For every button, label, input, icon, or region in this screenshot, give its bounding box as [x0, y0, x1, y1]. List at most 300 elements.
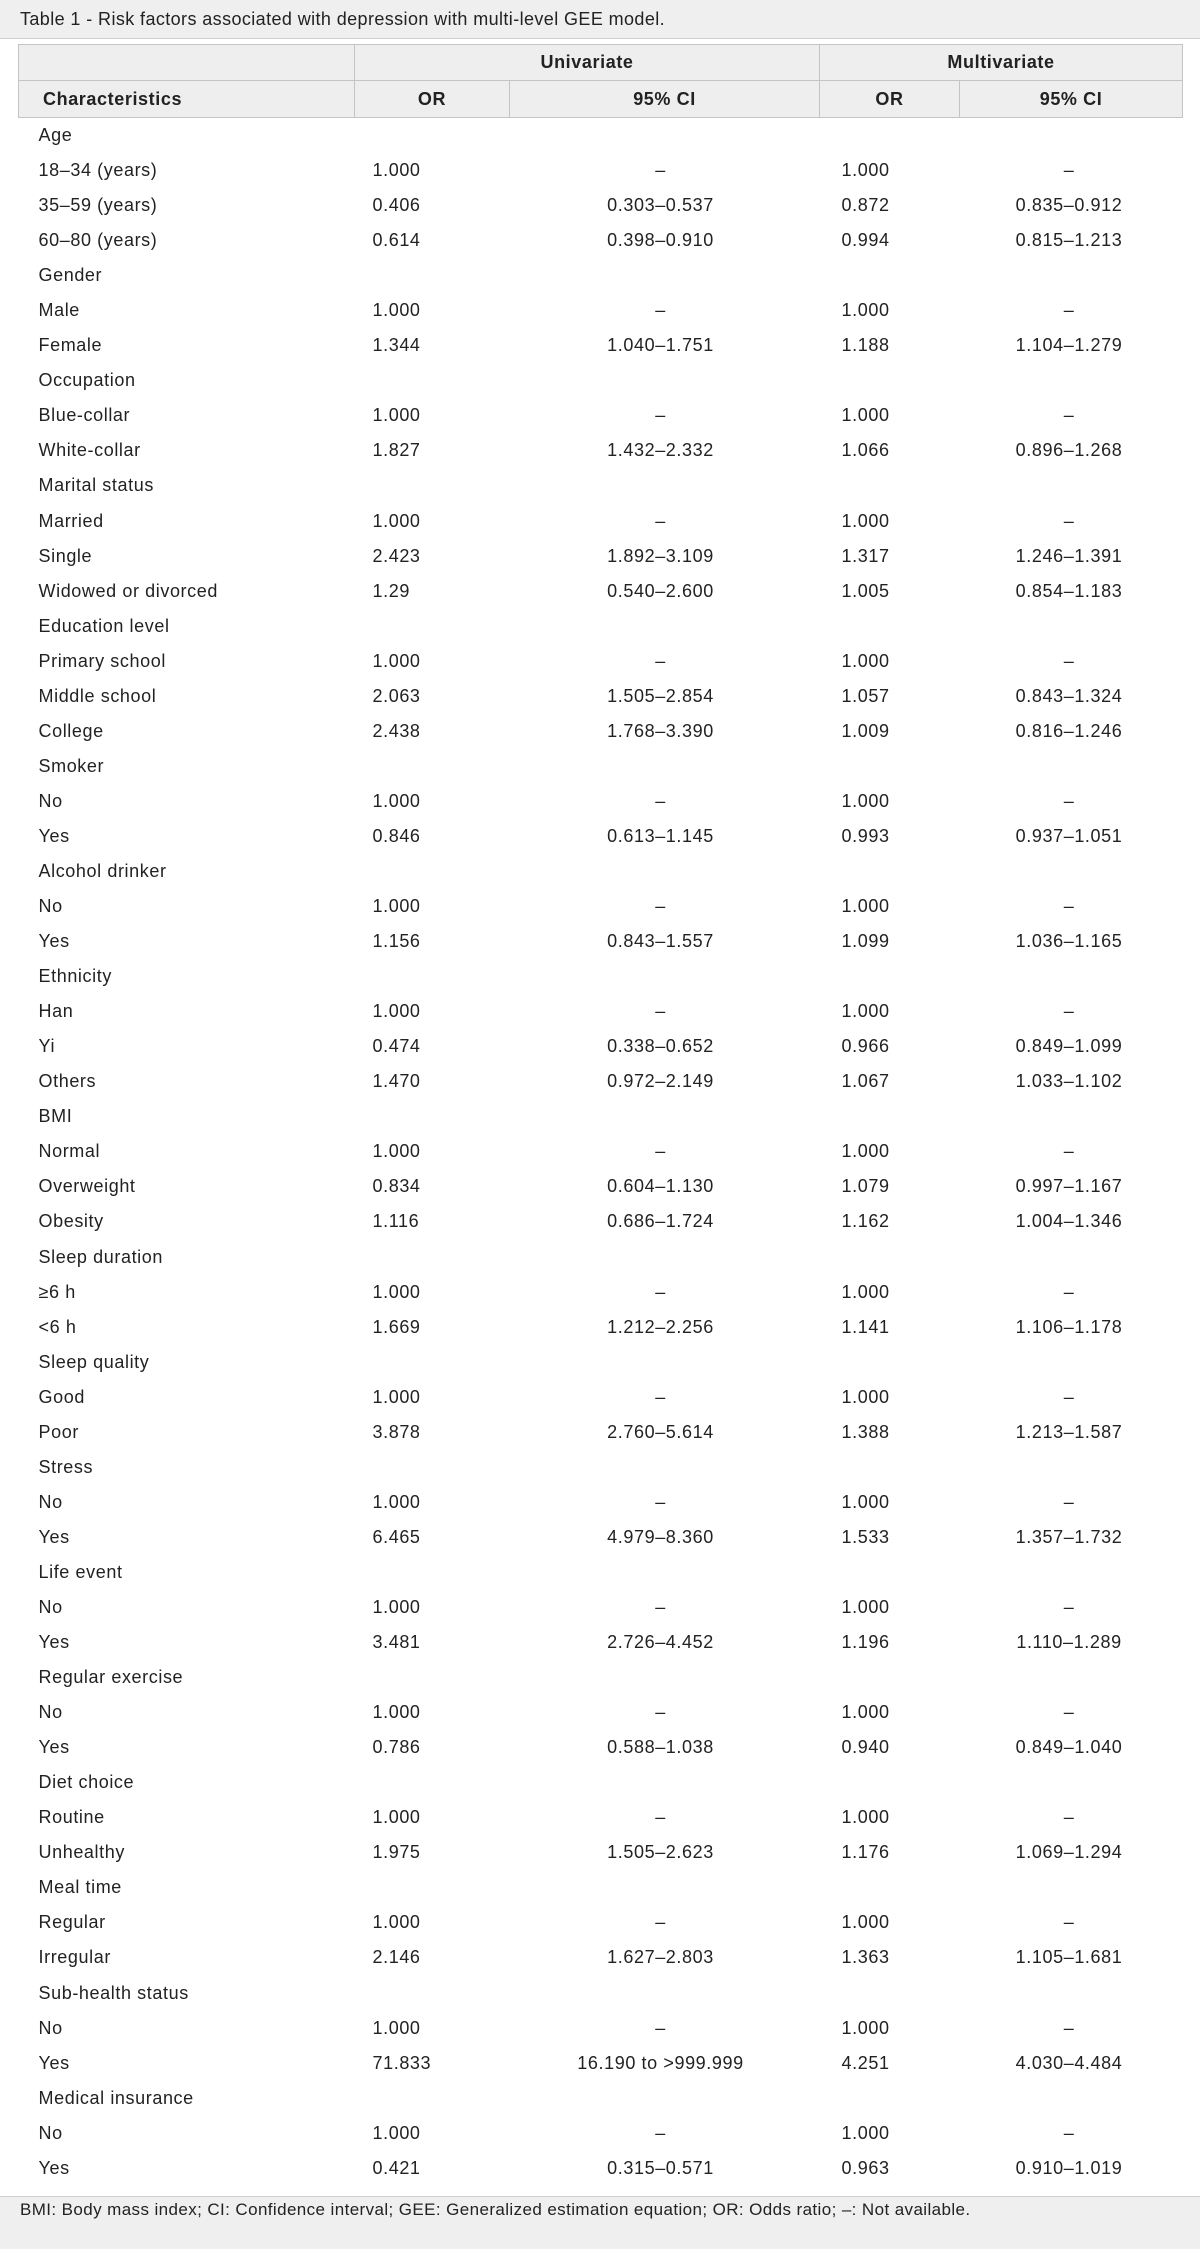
table-group-row: [19, 468, 1183, 503]
or-univariate-cell: 0.614: [372, 230, 421, 251]
table-row: [19, 504, 1183, 539]
row-label: Regular: [38, 1912, 106, 1933]
or-univariate-cell: 1.000: [372, 1596, 421, 1617]
ci-multivariate-cell: –: [1063, 1281, 1075, 1302]
ci-multivariate-cell: 1.106–1.178: [1015, 1316, 1123, 1337]
ci-multivariate-cell: 1.105–1.681: [1015, 1947, 1123, 1968]
ci-univariate-cell: –: [655, 1141, 666, 1162]
or-univariate-cell: 0.474: [372, 1036, 421, 1057]
ci-multivariate-cell: 4.030–4.484: [1015, 2052, 1123, 2073]
row-label: Unhealthy: [38, 1842, 125, 1863]
or-multivariate-cell: 1.188: [841, 335, 890, 356]
or-univariate-cell: 1.000: [372, 2122, 421, 2143]
ci-multivariate-cell: 1.246–1.391: [1015, 545, 1123, 566]
or-univariate-cell: 1.156: [372, 931, 421, 952]
ci-multivariate-cell: 0.849–1.099: [1015, 1036, 1123, 1057]
ci-univariate-cell: 0.398–0.910: [607, 230, 714, 251]
group-label: Meal time: [38, 1877, 122, 1898]
ci-multivariate-cell: 0.854–1.183: [1015, 580, 1123, 601]
table-group-row: [19, 1660, 1183, 1695]
or-multivariate-cell: 1.000: [841, 790, 890, 811]
or-univariate-cell: 1.000: [372, 1141, 421, 1162]
group-label: Sleep duration: [38, 1246, 163, 1267]
row-label: No: [38, 2017, 63, 2038]
ci-multivariate-cell: 0.896–1.268: [1015, 440, 1123, 461]
ci-multivariate-cell: 1.213–1.587: [1015, 1421, 1123, 1442]
group-label: Alcohol drinker: [38, 861, 167, 881]
or-univariate-cell: 1.669: [372, 1316, 421, 1337]
ci-univariate-cell: –: [655, 2122, 666, 2143]
ci-univariate-cell: 1.768–3.390: [607, 720, 714, 741]
ci-multivariate-cell: 1.069–1.294: [1015, 1842, 1123, 1863]
or-univariate-cell: 1.000: [372, 510, 421, 531]
or-univariate-cell: 1.827: [372, 440, 421, 461]
or-univariate-cell: 2.423: [372, 545, 421, 566]
ci-multivariate-cell: 0.849–1.040: [1015, 1737, 1123, 1758]
row-label: Routine: [38, 1807, 105, 1828]
row-label: 35–59 (years): [38, 195, 158, 216]
table-row: [19, 1800, 1183, 1835]
header-characteristics: Characteristics: [19, 81, 355, 118]
table-row: [19, 1520, 1183, 1555]
or-multivariate-cell: 1.317: [841, 545, 890, 566]
ci-univariate-cell: 1.040–1.751: [607, 335, 714, 356]
or-multivariate-cell: 1.196: [841, 1632, 890, 1653]
or-univariate-cell: 3.481: [372, 1632, 421, 1653]
row-label: Yi: [38, 1036, 56, 1057]
or-univariate-cell: 2.438: [372, 720, 421, 741]
or-univariate-cell: 6.465: [372, 1526, 421, 1547]
or-multivariate-cell: 1.067: [841, 1071, 890, 1092]
or-multivariate-cell: 1.000: [841, 2017, 890, 2038]
ci-multivariate-cell: 0.835–0.912: [1015, 195, 1123, 216]
table-container: [18, 44, 1182, 2186]
ci-univariate-cell: 16.190 to >999.999: [577, 2052, 744, 2073]
or-multivariate-cell: 1.000: [841, 1386, 890, 1407]
ci-multivariate-cell: –: [1063, 896, 1075, 917]
or-multivariate-cell: 1.005: [841, 580, 890, 601]
group-label: Smoker: [38, 755, 105, 776]
row-label: Poor: [38, 1421, 79, 1442]
row-label: Others: [38, 1071, 97, 1092]
or-multivariate-cell: 1.079: [841, 1176, 890, 1197]
group-label: Medical insurance: [38, 2087, 194, 2108]
ci-univariate-cell: 0.843–1.557: [607, 931, 714, 952]
row-label: Yes: [38, 825, 70, 846]
table-row: [19, 924, 1183, 959]
header-or-multivariate: OR: [820, 81, 960, 118]
row-label: College: [38, 720, 104, 741]
row-label: Male: [38, 300, 80, 321]
ci-univariate-cell: –: [655, 300, 666, 321]
ci-univariate-cell: 1.432–2.332: [607, 440, 714, 461]
or-univariate-cell: 1.000: [372, 650, 421, 671]
group-label: Gender: [38, 265, 103, 286]
row-label: Yes: [38, 1632, 70, 1653]
ci-multivariate-cell: 1.357–1.732: [1015, 1526, 1123, 1547]
or-univariate-cell: 1.000: [372, 1281, 421, 1302]
table-row: [19, 1275, 1183, 1310]
group-label: Diet choice: [38, 1772, 135, 1793]
or-univariate-cell: 1.000: [372, 1001, 421, 1022]
or-univariate-cell: 0.406: [372, 195, 421, 216]
table-row: [19, 1169, 1183, 1204]
ci-multivariate-cell: –: [1063, 650, 1075, 671]
row-label: Yes: [38, 2052, 70, 2073]
or-multivariate-cell: 1.000: [841, 1912, 890, 1933]
ci-univariate-cell: 1.505–2.854: [607, 685, 714, 706]
ci-univariate-cell: –: [655, 1001, 666, 1022]
table-group-row: [19, 118, 1183, 154]
ci-univariate-cell: 0.303–0.537: [607, 195, 714, 216]
ci-univariate-cell: –: [655, 1281, 666, 1302]
or-univariate-cell: 1.000: [372, 1807, 421, 1828]
ci-univariate-cell: 0.686–1.724: [607, 1211, 714, 1232]
ci-univariate-cell: 0.604–1.130: [607, 1176, 714, 1197]
row-label: Primary school: [38, 650, 166, 671]
or-multivariate-cell: 1.141: [841, 1316, 890, 1337]
header-or-univariate: OR: [355, 81, 510, 118]
row-label: No: [38, 1596, 63, 1617]
or-multivariate-cell: 1.057: [841, 685, 890, 706]
or-univariate-cell: 1.975: [372, 1842, 421, 1863]
group-label: Age: [38, 125, 73, 146]
or-univariate-cell: 2.063: [372, 685, 421, 706]
or-multivariate-cell: 0.940: [841, 1737, 890, 1758]
table-row: [19, 1064, 1183, 1099]
ci-univariate-cell: 1.505–2.623: [607, 1842, 714, 1863]
ci-multivariate-cell: 1.104–1.279: [1015, 335, 1123, 356]
row-label: Middle school: [38, 685, 157, 706]
ci-univariate-cell: –: [655, 896, 666, 917]
or-univariate-cell: 0.786: [372, 1737, 421, 1758]
ci-univariate-cell: 0.315–0.571: [607, 2157, 714, 2178]
or-multivariate-cell: 1.000: [841, 160, 890, 181]
or-multivariate-cell: 4.251: [841, 2052, 890, 2073]
table-group-row: [19, 1450, 1183, 1485]
group-label: Ethnicity: [38, 966, 112, 987]
table-row: [19, 328, 1183, 363]
group-label: BMI: [38, 1106, 73, 1127]
table-group-row: [19, 609, 1183, 644]
or-multivariate-cell: 1.000: [841, 1491, 890, 1512]
ci-multivariate-cell: 0.816–1.246: [1015, 720, 1123, 741]
row-label: Yes: [38, 1526, 70, 1547]
table-row: [19, 1204, 1183, 1239]
ci-multivariate-cell: –: [1063, 1702, 1075, 1723]
table-row: [19, 2151, 1183, 2186]
table-group-row: [19, 363, 1183, 398]
or-univariate-cell: 0.421: [372, 2157, 421, 2178]
or-multivariate-cell: 1.000: [841, 1702, 890, 1723]
group-label: Education level: [38, 615, 170, 636]
ci-multivariate-cell: –: [1063, 510, 1075, 531]
table-group-row: [19, 1765, 1183, 1800]
ci-univariate-cell: 1.212–2.256: [607, 1316, 714, 1337]
or-univariate-cell: 3.878: [372, 1421, 421, 1442]
or-multivariate-cell: 0.966: [841, 1036, 890, 1057]
or-multivariate-cell: 1.066: [841, 440, 890, 461]
ci-univariate-cell: 4.979–8.360: [607, 1526, 714, 1547]
row-label: Obesity: [38, 1211, 104, 1232]
table-row: [19, 293, 1183, 328]
or-univariate-cell: 1.116: [372, 1211, 420, 1232]
or-univariate-cell: 1.000: [372, 1491, 421, 1512]
row-label: 60–80 (years): [38, 230, 158, 251]
group-label: Regular exercise: [38, 1667, 184, 1688]
or-univariate-cell: 1.000: [372, 405, 421, 426]
row-label: <6 h: [38, 1316, 77, 1337]
ci-multivariate-cell: –: [1063, 405, 1075, 426]
table-group-row: [19, 1240, 1183, 1275]
table-group-row: [19, 1345, 1183, 1380]
risk-factor-table: [18, 44, 1183, 2186]
table-row: [19, 819, 1183, 854]
ci-univariate-cell: 0.613–1.145: [607, 825, 714, 846]
table-row: [19, 784, 1183, 819]
ci-univariate-cell: –: [655, 1912, 666, 1933]
or-univariate-cell: 1.000: [372, 790, 421, 811]
header-univariate: Univariate: [355, 45, 820, 81]
table-row: [19, 889, 1183, 924]
ci-univariate-cell: 0.540–2.600: [607, 580, 714, 601]
table-row: [19, 1029, 1183, 1064]
table-row: [19, 1695, 1183, 1730]
ci-univariate-cell: –: [655, 1807, 666, 1828]
ci-multivariate-cell: –: [1063, 300, 1075, 321]
table-row: [19, 1905, 1183, 1940]
or-univariate-cell: 1.000: [372, 1386, 421, 1407]
table-caption-bar: [0, 0, 1200, 39]
ci-multivariate-cell: –: [1063, 2122, 1075, 2143]
or-multivariate-cell: 0.993: [841, 825, 890, 846]
or-multivariate-cell: 1.000: [841, 1281, 890, 1302]
or-multivariate-cell: 1.000: [841, 2122, 890, 2143]
or-multivariate-cell: 1.000: [841, 1141, 890, 1162]
ci-univariate-cell: –: [655, 1702, 666, 1723]
table-body: [19, 118, 1183, 2186]
table-row: [19, 1134, 1183, 1169]
table-row: [19, 2011, 1183, 2046]
ci-univariate-cell: 0.588–1.038: [607, 1737, 714, 1758]
table-group-row: [19, 1555, 1183, 1590]
table-row: [19, 1730, 1183, 1765]
ci-multivariate-cell: –: [1063, 1386, 1075, 1407]
row-label: Irregular: [38, 1947, 111, 1968]
row-label: Female: [38, 335, 103, 356]
or-univariate-cell: 1.000: [372, 160, 421, 181]
table-group-row: [19, 1099, 1183, 1134]
table-group-row: [19, 1870, 1183, 1905]
ci-multivariate-cell: –: [1063, 160, 1075, 181]
table-row: [19, 1415, 1183, 1450]
row-label: Good: [38, 1386, 85, 1407]
ci-multivariate-cell: 1.110–1.289: [1016, 1632, 1122, 1653]
or-univariate-cell: 1.29: [372, 580, 410, 601]
row-label: ≥6 h: [38, 1281, 76, 1302]
row-label: 18–34 (years): [38, 160, 158, 181]
or-multivariate-cell: 0.994: [841, 230, 890, 251]
row-label: Yes: [38, 2157, 70, 2178]
table-row: [19, 679, 1183, 714]
table-row: [19, 539, 1183, 574]
table-row: [19, 223, 1183, 258]
table-footnote: BMI: Body mass index; CI: Confidence interval; GEE: Generalized estimation equation; OR: Odds ratio; –: Not available.: [20, 2200, 971, 2219]
or-multivariate-cell: 0.872: [841, 195, 890, 216]
table-row: [19, 1310, 1183, 1345]
header-multivariate: Multivariate: [820, 45, 1183, 81]
or-univariate-cell: 0.846: [372, 825, 421, 846]
table-group-row: [19, 749, 1183, 784]
or-multivariate-cell: 1.162: [841, 1211, 890, 1232]
ci-multivariate-cell: 0.910–1.019: [1015, 2157, 1123, 2178]
ci-multivariate-cell: 0.815–1.213: [1015, 230, 1123, 251]
or-univariate-cell: 1.000: [372, 896, 421, 917]
row-label: Han: [38, 1001, 74, 1022]
or-multivariate-cell: 1.000: [841, 1596, 890, 1617]
ci-univariate-cell: –: [655, 1386, 666, 1407]
ci-univariate-cell: –: [655, 2017, 666, 2038]
or-multivariate-cell: 1.533: [841, 1526, 890, 1547]
header-blank-cell: [19, 45, 355, 81]
table-row: [19, 1625, 1183, 1660]
or-multivariate-cell: 1.000: [841, 1807, 890, 1828]
or-multivariate-cell: 1.000: [841, 650, 890, 671]
ci-multivariate-cell: –: [1063, 790, 1075, 811]
row-label: White-collar: [38, 440, 141, 461]
row-label: Widowed or divorced: [38, 580, 218, 601]
row-label: Single: [38, 545, 93, 566]
ci-multivariate-cell: 0.843–1.324: [1015, 685, 1123, 706]
or-univariate-cell: 1.470: [372, 1071, 421, 1092]
row-label: Overweight: [38, 1176, 136, 1197]
ci-univariate-cell: –: [655, 510, 666, 531]
table-row: [19, 994, 1183, 1029]
ci-multivariate-cell: 1.036–1.165: [1015, 931, 1123, 952]
row-label: Married: [38, 510, 104, 531]
ci-multivariate-cell: –: [1063, 1001, 1075, 1022]
or-univariate-cell: 1.000: [372, 300, 421, 321]
ci-multivariate-cell: –: [1063, 1807, 1075, 1828]
row-label: Yes: [38, 1737, 70, 1758]
ci-univariate-cell: 2.726–4.452: [607, 1632, 714, 1653]
header-ci-multivariate: 95% CI: [960, 81, 1183, 118]
table-row: [19, 153, 1183, 188]
table-group-row: [19, 959, 1183, 994]
or-multivariate-cell: 1.000: [841, 300, 890, 321]
or-multivariate-cell: 0.963: [841, 2157, 890, 2178]
group-label: Sub-health status: [38, 1982, 189, 2003]
table-group-row: [19, 258, 1183, 293]
ci-multivariate-cell: 1.033–1.102: [1015, 1071, 1123, 1092]
table-row: [19, 398, 1183, 433]
or-multivariate-cell: 1.176: [841, 1842, 890, 1863]
table-group-row: [19, 1975, 1183, 2010]
ci-univariate-cell: 1.892–3.109: [607, 545, 714, 566]
ci-univariate-cell: –: [655, 790, 666, 811]
table-row: [19, 1940, 1183, 1975]
or-multivariate-cell: 1.363: [841, 1947, 890, 1968]
group-label: Sleep quality: [38, 1351, 150, 1372]
ci-multivariate-cell: –: [1063, 1596, 1075, 1617]
ci-univariate-cell: 2.760–5.614: [607, 1421, 714, 1442]
row-label: No: [38, 1491, 63, 1512]
table-row: [19, 714, 1183, 749]
header-column-row: [19, 81, 1183, 118]
table-caption: Table 1 - Risk factors associated with depression with multi-level GEE model.: [20, 9, 666, 29]
group-label: Marital status: [38, 475, 154, 496]
table-row: [19, 1380, 1183, 1415]
or-univariate-cell: 0.834: [372, 1176, 421, 1197]
table-row: [19, 2116, 1183, 2151]
or-multivariate-cell: 1.388: [841, 1421, 890, 1442]
table-row: [19, 1485, 1183, 1520]
table-header: [19, 45, 1183, 118]
row-label: Normal: [38, 1141, 101, 1162]
header-group-row: [19, 45, 1183, 81]
row-label: Blue-collar: [38, 405, 131, 426]
or-univariate-cell: 1.000: [372, 2017, 421, 2038]
or-univariate-cell: 1.000: [372, 1912, 421, 1933]
or-multivariate-cell: 1.000: [841, 896, 890, 917]
or-multivariate-cell: 1.000: [841, 1001, 890, 1022]
or-univariate-cell: 1.000: [372, 1702, 421, 1723]
ci-univariate-cell: –: [655, 405, 666, 426]
or-multivariate-cell: 1.000: [841, 405, 890, 426]
ci-univariate-cell: 0.972–2.149: [607, 1071, 714, 1092]
table-row: [19, 188, 1183, 223]
ci-multivariate-cell: 0.997–1.167: [1015, 1176, 1123, 1197]
row-label: No: [38, 896, 63, 917]
row-label: No: [38, 1702, 63, 1723]
table-row: [19, 644, 1183, 679]
table-row: [19, 2046, 1183, 2081]
table-row: [19, 1835, 1183, 1870]
table-group-row: [19, 2081, 1183, 2116]
ci-univariate-cell: –: [655, 650, 666, 671]
table-row: [19, 574, 1183, 609]
ci-multivariate-cell: 1.004–1.346: [1015, 1211, 1123, 1232]
ci-univariate-cell: 0.338–0.652: [607, 1036, 714, 1057]
group-label: Stress: [38, 1456, 94, 1477]
ci-multivariate-cell: –: [1063, 2017, 1075, 2038]
table-group-row: [19, 854, 1183, 889]
ci-multivariate-cell: –: [1063, 1912, 1075, 1933]
or-univariate-cell: 2.146: [372, 1947, 421, 1968]
row-label: No: [38, 2122, 63, 2143]
table-footnote-bar: [0, 2196, 1200, 2249]
table-row: [19, 1590, 1183, 1625]
or-univariate-cell: 1.344: [372, 335, 421, 356]
ci-univariate-cell: 1.627–2.803: [607, 1947, 714, 1968]
or-multivariate-cell: 1.099: [841, 931, 890, 952]
ci-multivariate-cell: –: [1063, 1491, 1075, 1512]
group-label: Life event: [38, 1561, 123, 1582]
header-ci-univariate: 95% CI: [510, 81, 820, 118]
or-univariate-cell: 71.833: [372, 2052, 432, 2073]
or-multivariate-cell: 1.000: [841, 510, 890, 531]
table-row: [19, 433, 1183, 468]
ci-univariate-cell: –: [655, 1491, 666, 1512]
group-label: Occupation: [38, 370, 136, 391]
ci-multivariate-cell: –: [1063, 1141, 1075, 1162]
row-label: Yes: [38, 931, 70, 952]
ci-univariate-cell: –: [655, 160, 666, 181]
ci-multivariate-cell: 0.937–1.051: [1015, 825, 1123, 846]
row-label: No: [38, 790, 63, 811]
or-multivariate-cell: 1.009: [841, 720, 890, 741]
ci-univariate-cell: –: [655, 1596, 666, 1617]
